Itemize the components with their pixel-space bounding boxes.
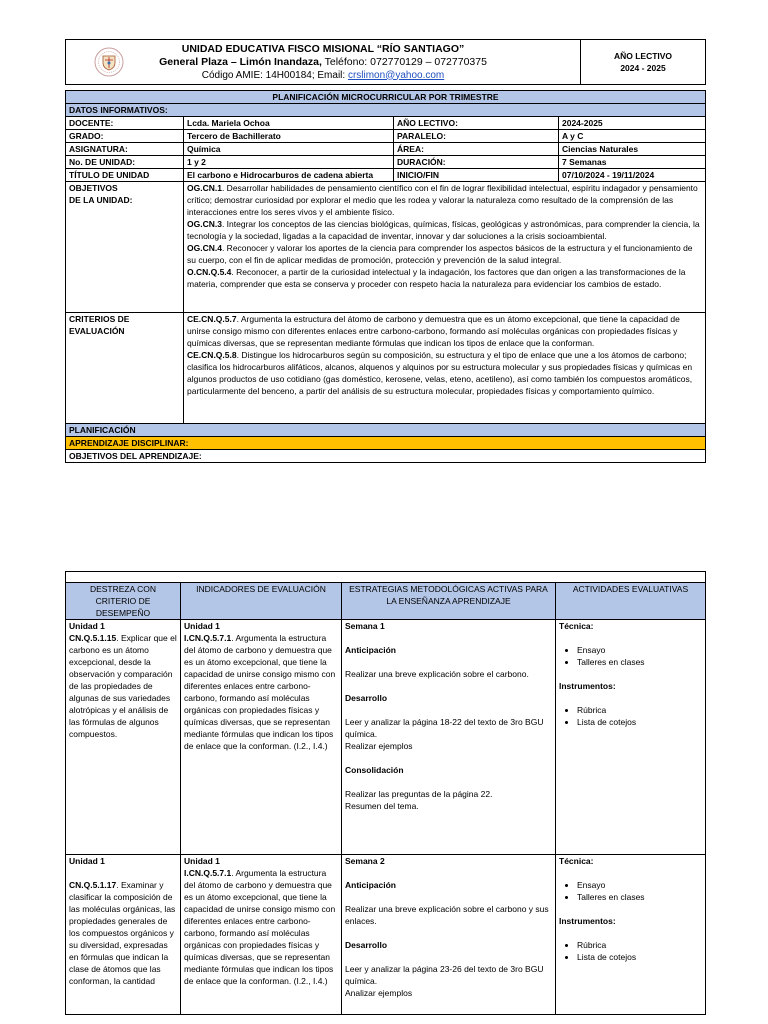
criterios-label-line2: EVALUACIÓN bbox=[69, 326, 125, 336]
school-amie bbox=[69, 69, 577, 82]
desarrollo-line: Realizar ejemplos bbox=[345, 741, 413, 751]
cell-gap bbox=[345, 891, 552, 903]
destreza-unit: Unidad 1 bbox=[69, 856, 105, 866]
detail-header-cell: ESTRATEGIAS METODOLÓGICAS ACTIVAS PARA LA ENSEÑANZA APRENDIZAJE bbox=[342, 583, 556, 620]
planning-detail-table bbox=[65, 571, 706, 1015]
objetivos-aprendizaje-row: OBJETIVOS DEL APRENDIZAJE: bbox=[66, 450, 706, 463]
tecnica-label: Técnica: bbox=[559, 856, 594, 866]
info-value: A y C bbox=[559, 130, 706, 143]
cell-gap bbox=[559, 692, 702, 704]
desarrollo-line: Leer y analizar la página 18-22 del texto de 3ro BGU química. bbox=[345, 717, 544, 739]
info-label: INICIO/FIN bbox=[394, 169, 559, 182]
destreza-text: . Examinar y clasificar la composición de las moléculas orgánicas, las propiedades generales de los compuestos orgánicos y su diversidad, expresadas en fórmulas que indican la clase de átomos que las conforman, la cantidad bbox=[69, 880, 176, 986]
tecnica-item: • Talleres en clases bbox=[577, 891, 702, 903]
destreza-body bbox=[69, 879, 177, 987]
school-address bbox=[69, 56, 577, 69]
criterios-item bbox=[187, 313, 702, 349]
cell-gap bbox=[559, 927, 702, 939]
detail-spacer bbox=[66, 572, 706, 583]
instrumentos-label: Instrumentos: bbox=[559, 916, 616, 926]
indicador-unit: Unidad 1 bbox=[184, 856, 220, 866]
info-row bbox=[66, 117, 706, 130]
destreza-code: CN.Q.5.1.17 bbox=[69, 880, 117, 890]
year-label: AÑO LECTIVO bbox=[613, 51, 673, 61]
planificacion-row: PLANIFICACIÓN bbox=[66, 424, 706, 437]
indicador-cell bbox=[181, 620, 342, 855]
plan-title: PLANIFICACIÓN MICROCURRICULAR POR TRIMESTRE bbox=[66, 91, 706, 104]
info-label: DOCENTE: bbox=[66, 117, 184, 130]
indicador-text: . Argumenta la estructura del átomo de carbono y demuestra que es un átomo excepcional, que tiene la capacidad de unirse consigo mismo con diferentes enlaces entre carbono-carbono, formando así moléculas orgánicas con propiedades físicas y químicas diversas, que se representan mediante fórmulas que indican los tipos de enlace que la conforman. (I.2., I.4.) bbox=[184, 868, 336, 986]
info-row bbox=[66, 143, 706, 156]
cell-gap bbox=[559, 632, 702, 644]
info-label: ÁREA: bbox=[394, 143, 559, 156]
info-label: DURACIÓN: bbox=[394, 156, 559, 169]
actividades-cell bbox=[556, 855, 706, 1015]
info-value: 2024-2025 bbox=[559, 117, 706, 130]
info-value: Ciencias Naturales bbox=[559, 143, 706, 156]
objetivos-code: OG.CN.3 bbox=[187, 219, 222, 229]
datos-title: DATOS INFORMATIVOS: bbox=[66, 104, 706, 117]
instrumentos-list bbox=[559, 704, 702, 728]
actividades-cell bbox=[556, 620, 706, 855]
indicador-body bbox=[184, 632, 338, 752]
cell-gap bbox=[345, 680, 552, 692]
tecnicas-list bbox=[559, 644, 702, 668]
informative-data-table bbox=[65, 90, 706, 463]
detail-row bbox=[66, 620, 706, 855]
semana-label: Semana 2 bbox=[345, 856, 385, 866]
objetivos-code: OG.CN.4 bbox=[187, 243, 222, 253]
indicador-unit: Unidad 1 bbox=[184, 621, 220, 631]
tecnicas-list bbox=[559, 879, 702, 903]
indicador-code: I.CN.Q.5.7.1 bbox=[184, 868, 232, 878]
instrumento-item: • Rúbrica bbox=[577, 704, 702, 716]
instrumento-item: • Lista de cotejos bbox=[577, 716, 702, 728]
destreza-cell bbox=[66, 855, 181, 1015]
aprendizaje-row: APRENDIZAJE DISCIPLINAR: bbox=[66, 437, 706, 450]
indicador-text: . Argumenta la estructura del átomo de carbono y demuestra que es un átomo excepcional, que tiene la capacidad de unirse consigo mismo con diferentes enlaces entre carbono-carbono, formando así moléculas orgánicas con propiedades físicas y químicas diversas, que se representan mediante fórmulas que indican los tipos de enlace que la conforman. (I.2., I.4.) bbox=[184, 633, 336, 751]
info-row bbox=[66, 169, 706, 182]
school-phone: Teléfono: 072770129 – 072770375 bbox=[321, 55, 487, 68]
criterios-label bbox=[66, 313, 184, 424]
consolidacion-label: Consolidación bbox=[345, 765, 404, 775]
instrumentos-list bbox=[559, 939, 702, 963]
info-row bbox=[66, 130, 706, 143]
objetivos-label bbox=[66, 182, 184, 313]
cell-gap bbox=[345, 776, 552, 788]
cell-gap bbox=[559, 867, 702, 879]
anticipacion-text: Realizar una breve explicación sobre el carbono. bbox=[345, 669, 529, 679]
cell-gap bbox=[345, 656, 552, 668]
info-label: TÍTULO DE UNIDAD bbox=[66, 169, 184, 182]
objetivos-text: . Reconocer y valorar los aportes de la ciencia para comprender los aspectos básicos de la estructura y el funcionamiento de su cuerpo, con el fin de aplicar medidas de promoción, protección y prevención de la salud integral. bbox=[187, 243, 693, 265]
info-label: ASIGNATURA: bbox=[66, 143, 184, 156]
cell-gap bbox=[345, 927, 552, 939]
info-value: El carbono e Hidrocarburos de cadena abierta bbox=[184, 169, 394, 182]
destreza-cell bbox=[66, 620, 181, 855]
year-value: 2024 - 2025 bbox=[620, 63, 666, 73]
school-info-cell bbox=[66, 40, 581, 85]
criterios-content bbox=[184, 313, 706, 424]
criterios-text: . Argumenta la estructura del átomo de carbono y demuestra que es un átomo excepcional, que tiene la capacidad de unirse consigo mismo con diferentes enlaces entre carbono-carbono, formando así moléculas orgánicas con propiedades físicas y químicas diversas, que se representan mediante fórmulas que indican los tipos de enlace que la conforman. bbox=[187, 314, 680, 348]
tecnica-label: Técnica: bbox=[559, 621, 594, 631]
cell-gap bbox=[345, 752, 552, 764]
criterios-item bbox=[187, 349, 702, 397]
objetivos-code: OG.CN.1 bbox=[187, 183, 222, 193]
criterios-code: CE.CN.Q.5.7 bbox=[187, 314, 237, 324]
cell-gap bbox=[559, 668, 702, 680]
info-row bbox=[66, 156, 706, 169]
objetivos-item bbox=[187, 266, 702, 290]
instrumento-item: • Lista de cotejos bbox=[577, 951, 702, 963]
objetivos-text: . Reconocer, a partir de la curiosidad intelectual y la indagación, los factores que dan origen a las transformaciones de la materia, comprender que esta se conserva y proceder con respeto hacia la naturaleza para evidenciar los cambios de estado. bbox=[187, 267, 686, 289]
info-value: Química bbox=[184, 143, 394, 156]
criterios-label-line1: CRITERIOS DE bbox=[69, 314, 130, 324]
instrumentos-label: Instrumentos: bbox=[559, 681, 616, 691]
info-value: 7 Semanas bbox=[559, 156, 706, 169]
tecnica-item: • Ensayo bbox=[577, 644, 702, 656]
info-value: 1 y 2 bbox=[184, 156, 394, 169]
anticipacion-text: Realizar una breve explicación sobre el carbono y sus enlaces. bbox=[345, 904, 549, 926]
objetivos-label-line1: OBJETIVOS bbox=[69, 183, 118, 193]
cell-gap bbox=[345, 951, 552, 963]
school-email-link[interactable]: crslimon@yahoo.com bbox=[347, 69, 445, 81]
cell-gap bbox=[345, 632, 552, 644]
criterios-text: . Distingue los hidrocarburos según su composición, su estructura y el tipo de enlace que une a los átomos de carbono; clasifica los hidrocarburos alifáticos, alcanos, alquenos y alquinos por su estructura molecular y sus propiedades físicas y químicas en algunos productos de uso cotidiano (gas doméstico, kerosene, velas, eteno, acetileno), así como también los compuestos aromáticos, particularmente del benceno, a partir del análisis de su estructura molecular, propiedades físicas y comportamiento químico. bbox=[187, 350, 693, 396]
detail-row bbox=[66, 855, 706, 1015]
estrategias-cell bbox=[342, 620, 556, 855]
info-value: Lcda. Mariela Ochoa bbox=[184, 117, 394, 130]
school-amie-text: Código AMIE: 14H00184; Email: bbox=[201, 69, 348, 81]
objetivos-text: . Integrar los conceptos de las ciencias biológicas, químicas, físicas, geológicas y astronómicas, para comprender la ciencia, la tecnología y la sociedad, ligadas a la capacidad de inventar, innovar y dar soluciones a la crisis socioambiental. bbox=[187, 219, 700, 241]
objetivos-content bbox=[184, 182, 706, 313]
tecnica-item: • Talleres en clases bbox=[577, 656, 702, 668]
cell-gap bbox=[345, 704, 552, 716]
desarrollo-label: Desarrollo bbox=[345, 940, 388, 950]
objetivos-text: . Desarrollar habilidades de pensamiento científico con el fin de lograr flexibilidad intelectual, espíritu indagador y pensamiento crítico; demostrar curiosidad por explorar el medio que les rodea y valorar la naturaleza como resultado de la comprensión de las interacciones entre los seres vivos y el ambiente físico. bbox=[187, 183, 698, 217]
cell-gap bbox=[345, 867, 552, 879]
school-year-cell bbox=[581, 40, 706, 85]
school-address-bold: General Plaza – Limón Inandaza, bbox=[159, 55, 322, 68]
desarrollo-line: Analizar ejemplos bbox=[345, 988, 413, 998]
semana-label: Semana 1 bbox=[345, 621, 385, 631]
info-value: Tercero de Bachillerato bbox=[184, 130, 394, 143]
info-label: GRADO: bbox=[66, 130, 184, 143]
indicador-code: I.CN.Q.5.7.1 bbox=[184, 633, 232, 643]
anticipacion-label: Anticipación bbox=[345, 880, 397, 890]
info-label: AÑO LECTIVO: bbox=[394, 117, 559, 130]
indicador-cell bbox=[181, 855, 342, 1015]
info-value: 07/10/2024 - 19/11/2024 bbox=[559, 169, 706, 182]
instrumento-item: • Rúbrica bbox=[577, 939, 702, 951]
detail-header-cell: ACTIVIDADES EVALUATIVAS bbox=[556, 583, 706, 620]
objetivos-label-line2: DE LA UNIDAD: bbox=[69, 195, 133, 205]
objetivos-item bbox=[187, 218, 702, 242]
consolidacion-line: Resumen del tema. bbox=[345, 801, 419, 811]
info-label: PARALELO: bbox=[394, 130, 559, 143]
school-header bbox=[65, 39, 706, 85]
indicador-body bbox=[184, 867, 338, 987]
cell-gap bbox=[559, 903, 702, 915]
desarrollo-line: Leer y analizar la página 23-26 del texto de 3ro BGU química. bbox=[345, 964, 544, 986]
cell-gap bbox=[69, 867, 177, 879]
objetivos-item bbox=[187, 182, 702, 218]
detail-header-cell: INDICADORES DE EVALUACIÓN bbox=[181, 583, 342, 620]
school-seal-icon bbox=[94, 47, 124, 77]
anticipacion-label: Anticipación bbox=[345, 645, 397, 655]
desarrollo-label: Desarrollo bbox=[345, 693, 388, 703]
objetivos-code: O.CN.Q.5.4 bbox=[187, 267, 232, 277]
school-name: UNIDAD EDUCATIVA FISCO MISIONAL “RÍO SANTIAGO” bbox=[181, 42, 465, 55]
objetivos-item bbox=[187, 242, 702, 266]
destreza-code: CN.Q.5.1.15 bbox=[69, 633, 117, 643]
destreza-unit: Unidad 1 bbox=[69, 621, 105, 631]
consolidacion-line: Realizar las preguntas de la página 22. bbox=[345, 789, 493, 799]
detail-header-cell: DESTREZA CON CRITERIO DE DESEMPEÑO bbox=[66, 583, 181, 620]
destreza-text: . Explicar que el carbono es un átomo excepcional, desde la observación y comparación de las propiedades de algunas de sus variedades alotrópicas y el análisis de las fórmulas de algunos compuestos. bbox=[69, 633, 177, 739]
estrategias-cell bbox=[342, 855, 556, 1015]
info-label: No. DE UNIDAD: bbox=[66, 156, 184, 169]
tecnica-item: • Ensayo bbox=[577, 879, 702, 891]
criterios-code: CE.CN.Q.5.8 bbox=[187, 350, 237, 360]
destreza-body bbox=[69, 632, 177, 740]
